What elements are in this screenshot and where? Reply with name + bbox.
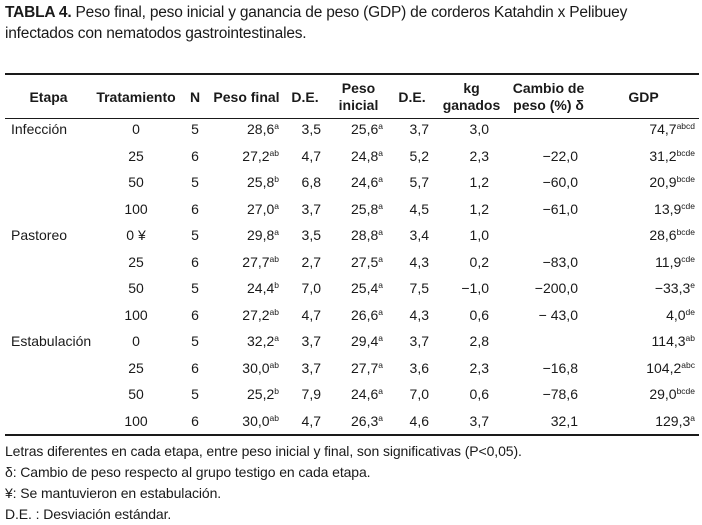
cell-tratamiento: 100 [124,200,148,217]
cell-de-1: 3,7 [301,359,321,376]
cell-peso-inicial-value: 29,4 [351,333,379,350]
cell-n: 5 [191,121,199,138]
cell-gdp-value: −33,3 [654,280,691,297]
table-row [5,355,699,382]
cell-gdp [588,169,699,196]
cell-de-1: 3,7 [301,333,321,350]
cell-de-2: 4,3 [409,306,429,323]
cell-tratamiento: 25 [128,359,144,376]
cell-gdp-value: 104,2 [646,359,682,376]
cell-gdp [588,275,699,302]
cell-gdp-superscript: e [690,280,695,291]
col-kg-line2: ganados [442,97,501,113]
cell-peso-final-superscript: a [274,333,279,344]
cell-peso-final [210,328,283,355]
cell-peso-inicial-superscript: a [378,333,383,344]
cell-gdp-superscript: ab [685,333,695,344]
table-row [5,196,699,223]
cell-tratamiento: 50 [128,174,144,191]
cell-peso-final-value: 32,2 [247,333,275,350]
cell-peso-final-value: 27,2 [242,147,270,164]
cell-peso-inicial [327,408,390,435]
cell-de-2: 3,6 [409,359,429,376]
cell-cambio-peso [509,222,588,249]
cell-n: 6 [191,306,199,323]
cell-etapa: Infección [11,121,68,138]
cell-peso-final-superscript: ab [269,306,279,317]
cell-peso-inicial [327,302,390,329]
col-n: N [189,88,201,105]
cell-peso-final [210,355,283,382]
cell-gdp-superscript: bcde [676,227,695,238]
cell-peso-final-value: 28,6 [247,121,275,138]
cell-gdp-superscript: cde [681,200,695,211]
cell-peso-final [210,222,283,249]
cell-gdp-value: 4,0 [666,306,686,323]
cell-kg-ganados: 1,2 [469,174,489,191]
note-delta: δ: Cambio de peso respecto al grupo testigo en cada etapa. [5,464,371,480]
cell-peso-inicial [327,275,390,302]
cell-tratamiento: 100 [124,306,148,323]
cell-peso-final [210,169,283,196]
cell-gdp-superscript: de [685,306,695,317]
data-table [5,78,699,434]
cell-cambio-peso [509,116,588,143]
cell-etapa [5,381,92,408]
cell-peso-final-superscript: b [274,386,279,397]
cell-peso-final-value: 30,0 [242,412,270,429]
cell-tratamiento: 50 [128,280,144,297]
cell-tratamiento: 0 [132,333,140,350]
cell-peso-inicial-value: 25,4 [351,280,379,297]
col-cambio-line1: Cambio de [512,80,585,96]
cell-kg-ganados: 3,7 [469,412,489,429]
col-peso-inicial-line1: Peso [341,80,376,96]
cell-peso-final [210,249,283,276]
cell-peso-final-superscript: ab [269,359,279,370]
cell-n: 6 [191,253,199,270]
cell-etapa [5,196,92,223]
cell-kg-ganados: 0,6 [469,386,489,403]
cell-cambio-peso: −16,8 [542,359,578,376]
note-de: D.E. : Desviación estándar. [5,506,172,522]
cell-kg-ganados: 0,6 [469,306,489,323]
cell-peso-final-superscript: ab [269,147,279,158]
cell-de-1: 4,7 [301,306,321,323]
table-label: TABLA 4. [5,4,72,21]
cell-kg-ganados: −1,0 [461,280,489,297]
cell-peso-inicial-superscript: a [378,280,383,291]
cell-peso-inicial-superscript: a [378,200,383,211]
cell-de-1: 4,7 [301,147,321,164]
col-kg-ganados [434,78,509,116]
cell-cambio-peso: 32,1 [550,412,578,429]
cell-peso-inicial-value: 24,8 [351,147,379,164]
note-yen: ¥: Se mantuvieron en estabulación. [5,485,222,501]
cell-gdp-value: 31,2 [649,147,677,164]
cell-gdp [588,196,699,223]
cell-de-2: 7,5 [409,280,429,297]
cell-peso-final-value: 25,8 [247,174,275,191]
cell-kg-ganados: 3,0 [469,121,489,138]
cell-peso-final [210,116,283,143]
cell-tratamiento: 0 [132,121,140,138]
cell-peso-inicial [327,169,390,196]
cell-peso-inicial [327,143,390,170]
cell-peso-inicial-value: 28,8 [351,227,379,244]
cell-cambio-peso [509,328,588,355]
cell-gdp-superscript: abcd [676,121,695,132]
cell-cambio-peso: −78,6 [542,386,578,403]
table-row [5,116,699,143]
table-row [5,275,699,302]
cell-de-2: 5,7 [409,174,429,191]
cell-peso-final-value: 24,4 [247,280,275,297]
top-rule [5,73,699,75]
cell-etapa: Estabulación [11,333,92,350]
cell-cambio-peso: −22,0 [542,147,578,164]
table-row [5,381,699,408]
cell-gdp-superscript: a [690,412,695,423]
cell-peso-final [210,143,283,170]
cell-gdp [588,302,699,329]
cell-peso-final [210,408,283,435]
table-row [5,408,699,435]
cell-peso-inicial-superscript: a [378,359,383,370]
table-row [5,222,699,249]
cell-peso-final-value: 27,2 [242,306,270,323]
cell-de-1: 3,5 [301,121,321,138]
table-row [5,249,699,276]
cell-de-2: 4,5 [409,200,429,217]
cell-peso-inicial-superscript: a [378,306,383,317]
cell-gdp [588,355,699,382]
cell-de-2: 3,7 [409,121,429,138]
cell-etapa [5,249,92,276]
cell-kg-ganados: 2,8 [469,333,489,350]
cell-peso-inicial-value: 25,6 [351,121,379,138]
col-gdp: GDP [628,88,659,105]
cell-tratamiento: 25 [128,253,144,270]
cell-peso-final-value: 27,0 [247,200,275,217]
cell-peso-inicial-value: 24,6 [351,174,379,191]
cell-peso-final [210,196,283,223]
cell-peso-inicial-superscript: a [378,121,383,132]
cell-peso-final-value: 30,0 [242,359,270,376]
bottom-rule [5,434,699,436]
cell-gdp [588,381,699,408]
cell-peso-inicial-value: 24,6 [351,386,379,403]
cell-gdp-value: 13,9 [654,200,682,217]
cell-peso-final-value: 27,7 [242,253,270,270]
cell-etapa [5,408,92,435]
cell-peso-final-superscript: a [274,200,279,211]
cell-gdp-value: 129,3 [655,412,691,429]
cell-gdp [588,408,699,435]
cell-peso-inicial-superscript: a [378,174,383,185]
cell-gdp [588,222,699,249]
cell-n: 6 [191,359,199,376]
table-caption [5,2,699,44]
cell-de-1: 6,8 [301,174,321,191]
cell-peso-final-superscript: a [274,227,279,238]
cell-cambio-peso: −200,0 [534,280,578,297]
cell-peso-inicial [327,116,390,143]
cell-gdp-value: 11,9 [655,253,682,270]
cell-peso-inicial [327,196,390,223]
cell-de-1: 4,7 [301,412,321,429]
cell-peso-inicial [327,222,390,249]
cell-peso-inicial-superscript: a [378,412,383,423]
cell-peso-inicial-superscript: a [378,227,383,238]
cell-de-1: 2,7 [301,253,321,270]
cell-peso-inicial-value: 26,6 [351,306,379,323]
cell-peso-inicial-superscript: a [378,253,383,264]
col-kg-line1: kg [463,80,480,96]
cell-etapa [5,169,92,196]
cell-gdp-value: 29,0 [649,386,677,403]
cell-kg-ganados: 1,0 [469,227,489,244]
cell-tratamiento: 25 [128,147,144,164]
cell-peso-final [210,302,283,329]
cell-de-2: 4,6 [409,412,429,429]
cell-n: 5 [191,280,199,297]
col-peso-inicial [327,78,390,116]
cell-tratamiento: 0 ¥ [126,227,146,244]
cell-de-2: 4,3 [409,253,429,270]
cell-de-1: 7,0 [301,280,321,297]
cell-cambio-peso: −60,0 [542,174,578,191]
cell-cambio-peso: −61,0 [542,200,578,217]
cell-peso-final-value: 25,2 [247,386,275,403]
cell-peso-inicial-value: 25,8 [351,200,379,217]
cell-etapa [5,302,92,329]
col-tratamiento: Tratamiento [96,88,176,105]
table-notes [5,441,699,525]
cell-peso-inicial-value: 27,7 [351,359,379,376]
cell-kg-ganados: 2,3 [469,147,489,164]
cell-peso-inicial [327,249,390,276]
cell-gdp-superscript: bcde [676,147,695,158]
cell-peso-inicial-superscript: a [378,386,383,397]
cell-de-2: 3,4 [409,227,429,244]
cell-de-1: 7,9 [301,386,321,403]
cell-de-2: 5,2 [409,147,429,164]
cell-peso-final-value: 29,8 [247,227,275,244]
cell-etapa [5,275,92,302]
table-row [5,302,699,329]
cell-kg-ganados: 2,3 [469,359,489,376]
header-row [5,78,699,116]
cell-kg-ganados: 1,2 [469,200,489,217]
cell-etapa [5,355,92,382]
cell-n: 6 [191,147,199,164]
col-de-1: D.E. [291,88,319,105]
cell-n: 6 [191,200,199,217]
cell-peso-final [210,275,283,302]
note-significance: Letras diferentes en cada etapa, entre peso inicial y final, son significativas (P<0,05). [5,443,522,459]
cell-kg-ganados: 0,2 [469,253,489,270]
cell-peso-final-superscript: a [274,121,279,132]
cell-n: 5 [191,333,199,350]
cell-n: 5 [191,174,199,191]
cell-peso-inicial-superscript: a [378,147,383,158]
table-row [5,143,699,170]
cell-tratamiento: 50 [128,386,144,403]
cell-peso-final-superscript: b [274,280,279,291]
cell-gdp-value: 20,9 [649,174,677,191]
cell-n: 5 [191,227,199,244]
table-title: Peso final, peso inicial y ganancia de peso (GDP) de corderos Katahdin x Pelibuey infectados con nematodos gastrointestinales. [5,4,628,42]
table-row [5,328,699,355]
cell-gdp [588,143,699,170]
cell-peso-inicial [327,381,390,408]
cell-de-2: 3,7 [409,333,429,350]
cell-peso-inicial-value: 27,5 [351,253,379,270]
cell-n: 5 [191,386,199,403]
cell-de-2: 7,0 [409,386,429,403]
cell-gdp-superscript: bcde [676,386,695,397]
cell-cambio-peso: −83,0 [542,253,578,270]
cell-gdp-superscript: abc [681,359,695,370]
col-etapa: Etapa [29,88,68,105]
cell-gdp-value: 28,6 [649,227,677,244]
table-row [5,169,699,196]
cell-n: 6 [191,412,199,429]
cell-gdp [588,328,699,355]
cell-gdp-superscript: cde [681,253,695,264]
cell-gdp-value: 114,3 [651,333,686,350]
cell-peso-inicial [327,355,390,382]
table-body [5,116,699,434]
cell-gdp [588,249,699,276]
col-cambio-line2: peso (%) δ [513,97,584,113]
cell-de-1: 3,7 [301,200,321,217]
cell-etapa [5,143,92,170]
cell-gdp [588,116,699,143]
cell-peso-final-superscript: ab [269,412,279,423]
col-cambio-peso [509,78,588,116]
cell-gdp-superscript: bcde [676,174,695,185]
col-de-2: D.E. [398,88,426,105]
cell-etapa: Pastoreo [11,227,68,244]
col-peso-inicial-line2: inicial [338,97,379,113]
cell-peso-final-superscript: ab [269,253,279,264]
cell-cambio-peso: − 43,0 [538,306,578,323]
cell-peso-final-superscript: b [274,174,279,185]
cell-peso-final [210,381,283,408]
cell-peso-inicial [327,328,390,355]
col-peso-final: Peso final [213,88,280,105]
cell-peso-inicial-value: 26,3 [351,412,379,429]
cell-de-1: 3,5 [301,227,321,244]
cell-tratamiento: 100 [124,412,148,429]
cell-gdp-value: 74,7 [649,121,677,138]
